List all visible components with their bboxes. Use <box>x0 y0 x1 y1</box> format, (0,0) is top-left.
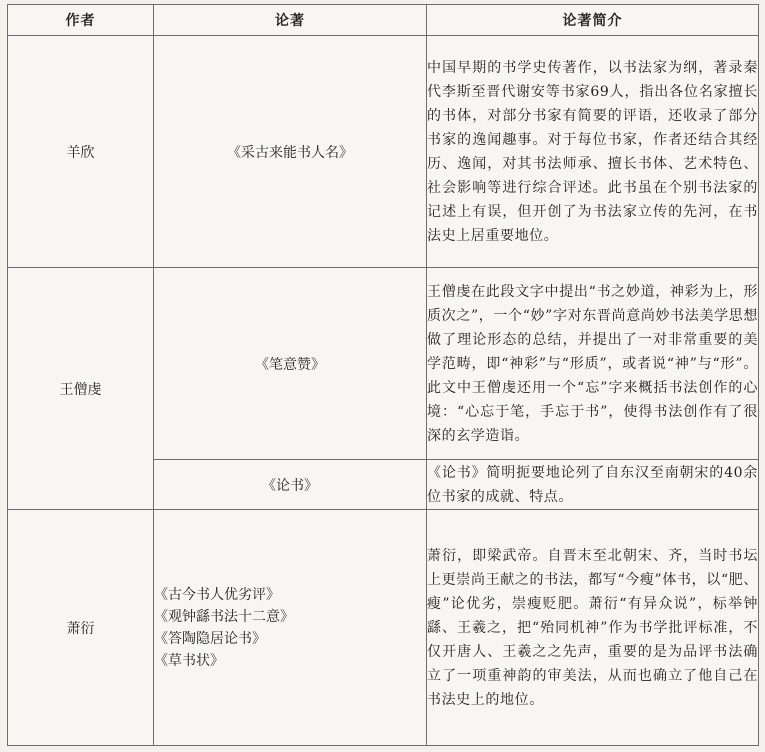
table-row <box>8 510 759 746</box>
table-row <box>8 36 759 268</box>
work-cell: 《论书》 <box>154 460 427 510</box>
work-list-cell <box>154 510 427 746</box>
intro-cell: 中国早期的书学史传著作，以书法家为纲，著录秦代李斯至晋代谢安等书家69人，指出各位名家擅长的书体，对部分书家有简要的评语，还收录了部分书家的逸闻趣事。对于每位书家，作者还结合其经历、逸闻，对其书法师承、擅长书体、艺术特色、社会影响等进行综合评述。此书虽在个别书法家的记述上有误，但开创了为书法家立传的先河，在书法史上居重要地位。 <box>427 36 759 268</box>
intro-cell: 《论书》简明扼要地论列了自东汉至南朝宋的40余位书家的成就、特点。 <box>427 460 759 510</box>
work-title: 《观钟繇书法十二意》 <box>154 608 294 625</box>
literature-table <box>7 4 759 746</box>
intro-cell: 王僧虔在此段文字中提出“书之妙道，神彩为上，形质次之”，一个“妙”字对东晋尚意尚妙书法美学思想做了理论形态的总结，并提出了一对非常重要的美学范畴，即“神彩”与“形质”，或者说“神”与“形”。此文中王僧虔还用一个“忘”字来概括书法创作的心境：“心忘于笔，手忘于书”，使得书法创作有了很深的玄学造诣。 <box>427 268 759 460</box>
work-title: 《古今书人优劣评》 <box>154 586 280 603</box>
author-cell: 萧衍 <box>8 510 154 746</box>
work-title: 《答陶隐居论书》 <box>154 630 266 647</box>
header-work: 论著 <box>154 5 427 36</box>
header-author: 作者 <box>8 5 154 36</box>
work-cell: 《笔意赞》 <box>154 268 427 460</box>
author-cell: 王僧虔 <box>8 268 154 510</box>
header-row <box>8 5 759 36</box>
header-intro: 论著简介 <box>427 5 759 36</box>
work-title: 《草书状》 <box>154 652 224 669</box>
intro-cell: 萧衍，即梁武帝。自晋末至北朝宋、齐，当时书坛上更崇尚王献之的书法，都写“今瘦”体书，以“肥、瘦”论优劣，崇瘦贬肥。萧衍“有异众说”，标举钟繇、王羲之，把“殆同机神”作为书学批评标准，不仅开唐人、王羲之之先声，重要的是为品评书法确立了一项重神韵的审美法，从而也确立了他自己在书法史上的地位。 <box>427 510 759 746</box>
table-row <box>8 268 759 460</box>
author-cell: 羊欣 <box>8 36 154 268</box>
work-cell: 《采古来能书人名》 <box>154 36 427 268</box>
